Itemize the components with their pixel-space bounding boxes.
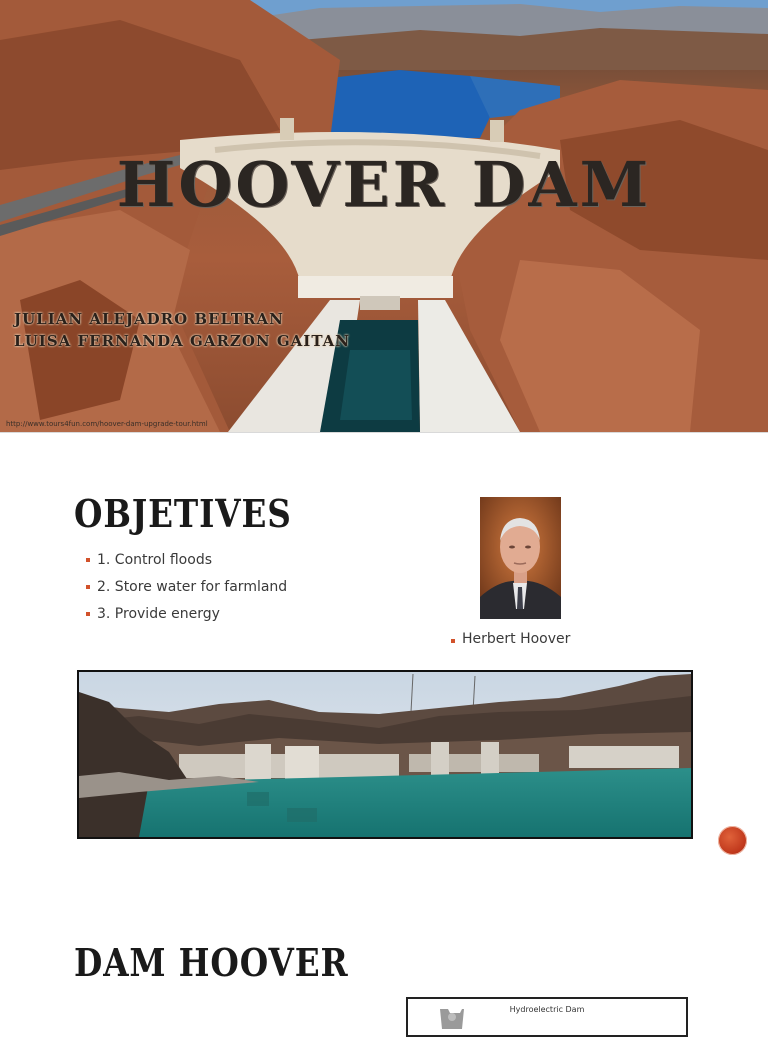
red-circle-button[interactable] <box>718 826 747 855</box>
cover-slide <box>0 0 768 432</box>
herbert-hoover-portrait <box>480 497 561 619</box>
source-link[interactable]: http://www.tours4fun.com/hoover-dam-upgrade-tour.html <box>6 420 208 428</box>
diagram-label: Hydroelectric Dam <box>509 1005 585 1014</box>
lake-mead-panorama <box>79 672 691 837</box>
author-name: JULIAN ALEJADRO BELTRAN <box>14 310 284 328</box>
list-item: 2. Store water for farmland <box>86 574 287 601</box>
list-item: 3. Provide energy <box>86 601 287 628</box>
author-name: LUISA FERNANDA GARZON GAITAN <box>14 332 351 350</box>
objectives-list <box>86 547 287 628</box>
objectives-heading: OBJETIVES <box>74 491 292 536</box>
panorama-photo <box>77 670 693 839</box>
hydroelectric-diagram <box>406 997 688 1037</box>
dam-hoover-slide <box>0 900 768 1024</box>
author-list <box>14 308 350 352</box>
dam-hoover-heading: DAM HOOVER <box>74 940 349 985</box>
cover-title: HOOVER DAM <box>116 148 652 221</box>
objectives-slide <box>0 433 768 900</box>
portrait-caption: Herbert Hoover <box>451 631 570 647</box>
list-item: 1. Control floods <box>86 547 287 574</box>
